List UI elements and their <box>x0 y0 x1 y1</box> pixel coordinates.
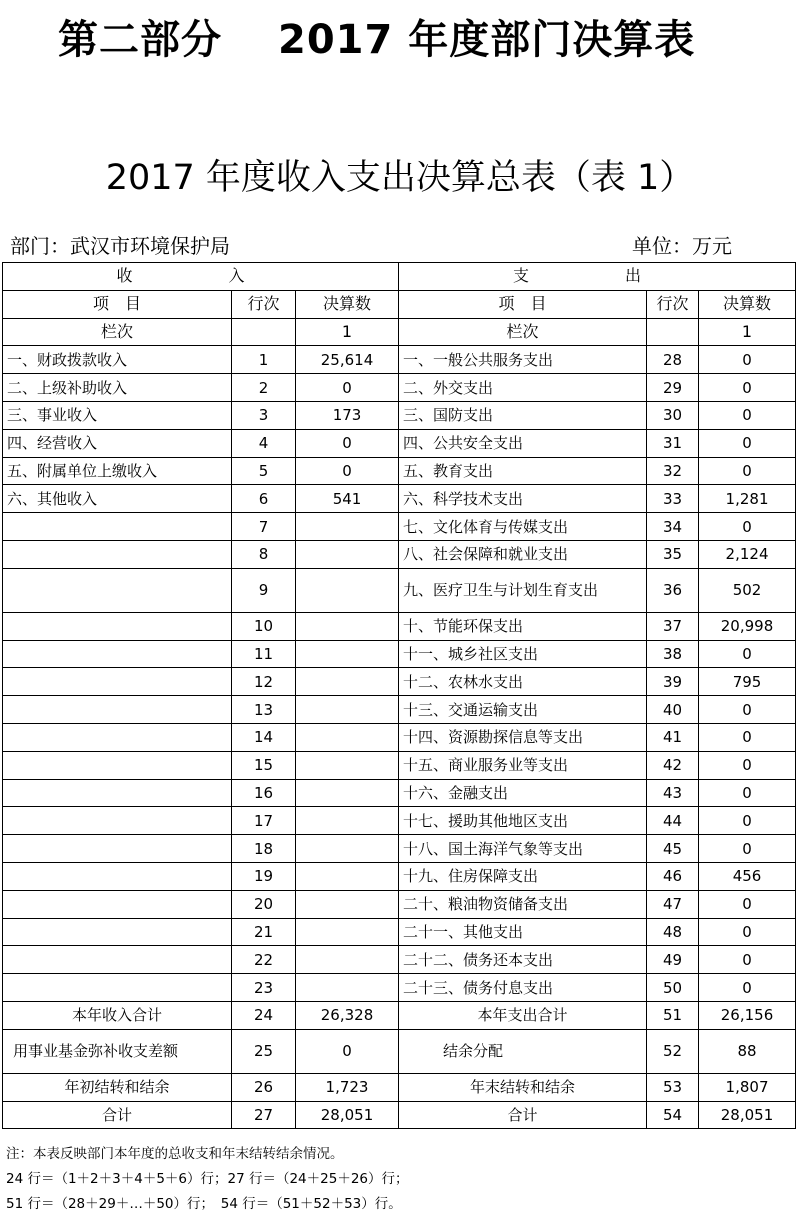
income-total-amount: 26,328 <box>296 1001 399 1029</box>
income-item <box>3 513 232 541</box>
expense-total-label: 本年支出合计 <box>399 1001 647 1029</box>
part-title: 2017 年度部门决算表 <box>278 17 696 63</box>
expense-item: 十五、商业服务业等支出 <box>399 751 647 779</box>
income-item <box>3 640 232 668</box>
note-line: 51 行＝（28＋29＋…＋50）行； 54 行＝（51＋52＋53）行。 <box>6 1196 402 1212</box>
expense-amount: 1,281 <box>699 485 796 513</box>
income-amount <box>296 862 399 890</box>
income-row-number: 11 <box>232 640 296 668</box>
expense-amount: 0 <box>699 429 796 457</box>
income-item <box>3 807 232 835</box>
expense-amount: 0 <box>699 696 796 724</box>
expense-row-number: 39 <box>647 668 699 696</box>
table-row <box>3 779 796 807</box>
expense-amount: 0 <box>699 974 796 1002</box>
expense-item: 三、国防支出 <box>399 401 647 429</box>
expense-total-row-number: 52 <box>647 1029 699 1073</box>
income-row-number: 18 <box>232 835 296 863</box>
table-row <box>3 640 796 668</box>
expense-row-number: 45 <box>647 835 699 863</box>
table-row <box>3 668 796 696</box>
part-label: 第二部分 <box>58 17 222 63</box>
income-item <box>3 779 232 807</box>
expense-item: 十九、住房保障支出 <box>399 862 647 890</box>
expense-total-amount: 28,051 <box>699 1101 796 1129</box>
income-total-amount: 1,723 <box>296 1073 399 1101</box>
table-row <box>3 835 796 863</box>
expense-row-number: 36 <box>647 568 699 612</box>
income-amount <box>296 918 399 946</box>
income-item: 三、事业收入 <box>3 401 232 429</box>
income-item <box>3 974 232 1002</box>
income-total-label: 年初结转和结余 <box>3 1073 232 1101</box>
expense-row-number: 30 <box>647 401 699 429</box>
table-body <box>3 263 796 1129</box>
income-amount <box>296 668 399 696</box>
expense-amount: 0 <box>699 346 796 374</box>
expense-amount: 0 <box>699 751 796 779</box>
expense-row-number: 33 <box>647 485 699 513</box>
section-header-row <box>3 263 796 291</box>
expense-total-label: 结余分配 <box>399 1029 647 1073</box>
income-item: 五、附属单位上缴收入 <box>3 457 232 485</box>
expense-item: 一、一般公共服务支出 <box>399 346 647 374</box>
income-total-label: 用事业基金弥补收支差额 <box>3 1029 232 1073</box>
total-row <box>3 1073 796 1101</box>
table-row <box>3 807 796 835</box>
expense-amount-header: 决算数 <box>699 290 796 318</box>
expense-item: 二十三、债务付息支出 <box>399 974 647 1002</box>
income-amount <box>296 612 399 640</box>
expense-item: 七、文化体育与传媒支出 <box>399 513 647 541</box>
income-amount <box>296 835 399 863</box>
income-item <box>3 696 232 724</box>
table-row <box>3 540 796 568</box>
expense-item: 十、节能环保支出 <box>399 612 647 640</box>
table-row <box>3 751 796 779</box>
income-item <box>3 835 232 863</box>
expense-row-number: 32 <box>647 457 699 485</box>
income-row-number: 15 <box>232 751 296 779</box>
table-row <box>3 723 796 751</box>
expense-item: 二十一、其他支出 <box>399 918 647 946</box>
expense-amount: 502 <box>699 568 796 612</box>
total-row <box>3 1001 796 1029</box>
expense-amount: 0 <box>699 457 796 485</box>
income-row-number: 7 <box>232 513 296 541</box>
income-row-header: 行次 <box>232 290 296 318</box>
expense-item-header: 项 目 <box>399 290 647 318</box>
income-item <box>3 723 232 751</box>
expense-total-row-number: 51 <box>647 1001 699 1029</box>
expense-row-number: 44 <box>647 807 699 835</box>
expense-item: 六、科学技术支出 <box>399 485 647 513</box>
income-amount: 0 <box>296 457 399 485</box>
income-item: 一、财政拨款收入 <box>3 346 232 374</box>
expense-row-number: 34 <box>647 513 699 541</box>
income-item: 四、经营收入 <box>3 429 232 457</box>
income-amount <box>296 640 399 668</box>
unit-label: 单位：万元 <box>632 234 732 258</box>
income-amount: 173 <box>296 401 399 429</box>
expense-row-number: 48 <box>647 918 699 946</box>
expense-item: 四、公共安全支出 <box>399 429 647 457</box>
income-amount <box>296 807 399 835</box>
note-line: 注：本表反映部门本年度的总收支和年末结转结余情况。 <box>6 1146 344 1162</box>
expense-item: 十六、金融支出 <box>399 779 647 807</box>
expense-amount: 0 <box>699 890 796 918</box>
expense-row-number: 38 <box>647 640 699 668</box>
table-row <box>3 974 796 1002</box>
income-amount <box>296 974 399 1002</box>
expense-row-number: 46 <box>647 862 699 890</box>
table-row <box>3 890 796 918</box>
income-total-row-number: 26 <box>232 1073 296 1101</box>
expense-amount: 0 <box>699 513 796 541</box>
expense-row-number: 31 <box>647 429 699 457</box>
table-row <box>3 457 796 485</box>
income-row-number: 5 <box>232 457 296 485</box>
expense-amount: 20,998 <box>699 612 796 640</box>
budget-summary-table <box>2 262 796 1129</box>
income-amount: 541 <box>296 485 399 513</box>
expense-column-label: 栏次 <box>399 318 647 346</box>
expense-item: 十一、城乡社区支出 <box>399 640 647 668</box>
income-total-label: 本年收入合计 <box>3 1001 232 1029</box>
column-index-row <box>3 318 796 346</box>
income-row-number: 6 <box>232 485 296 513</box>
income-item <box>3 751 232 779</box>
expense-item: 二十二、债务还本支出 <box>399 946 647 974</box>
expense-amount: 0 <box>699 723 796 751</box>
income-amount <box>296 890 399 918</box>
expense-amount: 0 <box>699 918 796 946</box>
income-row-number: 23 <box>232 974 296 1002</box>
income-amount <box>296 540 399 568</box>
part-heading <box>58 8 695 65</box>
income-amount <box>296 568 399 612</box>
income-total-amount: 0 <box>296 1029 399 1073</box>
income-total-row-number: 24 <box>232 1001 296 1029</box>
expense-row-number: 43 <box>647 779 699 807</box>
expense-row-number: 28 <box>647 346 699 374</box>
income-item <box>3 540 232 568</box>
expense-row-number: 37 <box>647 612 699 640</box>
notes <box>6 1142 409 1217</box>
income-item <box>3 862 232 890</box>
expense-amount: 0 <box>699 374 796 402</box>
expense-row-header: 行次 <box>647 290 699 318</box>
expense-amount: 0 <box>699 401 796 429</box>
expense-item: 十七、援助其他地区支出 <box>399 807 647 835</box>
income-amount <box>296 723 399 751</box>
expense-row-number: 29 <box>647 374 699 402</box>
table-row <box>3 374 796 402</box>
income-amount: 0 <box>296 374 399 402</box>
income-row-number: 22 <box>232 946 296 974</box>
income-row-number: 12 <box>232 668 296 696</box>
table-row <box>3 568 796 612</box>
income-row-number: 17 <box>232 807 296 835</box>
table-title: 2017 年度收入支出决算总表（表 1） <box>105 158 695 198</box>
expense-row-number: 41 <box>647 723 699 751</box>
expense-total-label: 合计 <box>399 1101 647 1129</box>
expense-row-number: 35 <box>647 540 699 568</box>
income-row-number: 9 <box>232 568 296 612</box>
expense-item: 十八、国土海洋气象等支出 <box>399 835 647 863</box>
expense-amount: 0 <box>699 807 796 835</box>
total-row <box>3 1029 796 1073</box>
expense-row-number: 42 <box>647 751 699 779</box>
table-row <box>3 862 796 890</box>
income-amount <box>296 696 399 724</box>
income-item <box>3 568 232 612</box>
column-header-row <box>3 290 796 318</box>
table-row <box>3 946 796 974</box>
expense-amount: 2,124 <box>699 540 796 568</box>
table-row <box>3 513 796 541</box>
income-item <box>3 890 232 918</box>
income-column-index: 1 <box>296 318 399 346</box>
income-amount-header: 决算数 <box>296 290 399 318</box>
income-item <box>3 612 232 640</box>
expense-total-amount: 88 <box>699 1029 796 1073</box>
expense-row-number: 50 <box>647 974 699 1002</box>
income-row-number: 4 <box>232 429 296 457</box>
income-row-number: 2 <box>232 374 296 402</box>
department-label: 部门：武汉市环境保护局 <box>10 234 230 258</box>
income-total-amount: 28,051 <box>296 1101 399 1129</box>
expense-total-amount: 1,807 <box>699 1073 796 1101</box>
table-row <box>3 346 796 374</box>
income-row-number: 13 <box>232 696 296 724</box>
income-amount <box>296 513 399 541</box>
income-amount <box>296 751 399 779</box>
income-item: 六、其他收入 <box>3 485 232 513</box>
income-item <box>3 918 232 946</box>
income-item: 二、上级补助收入 <box>3 374 232 402</box>
income-amount: 0 <box>296 429 399 457</box>
income-column-label: 栏次 <box>3 318 232 346</box>
table-row <box>3 485 796 513</box>
expense-item: 五、教育支出 <box>399 457 647 485</box>
income-item-header: 项 目 <box>3 290 232 318</box>
table-row <box>3 401 796 429</box>
expense-amount: 0 <box>699 779 796 807</box>
expense-item: 九、医疗卫生与计划生育支出 <box>399 568 647 612</box>
expense-section-header: 支 出 <box>399 263 796 291</box>
expense-item: 十三、交通运输支出 <box>399 696 647 724</box>
table-row <box>3 696 796 724</box>
expense-item: 十二、农林水支出 <box>399 668 647 696</box>
note-line: 24 行＝（1＋2＋3＋4＋5＋6）行；27 行＝（24＋25＋26）行； <box>6 1171 409 1187</box>
expense-amount: 0 <box>699 946 796 974</box>
total-row <box>3 1101 796 1129</box>
expense-row-number: 49 <box>647 946 699 974</box>
income-amount <box>296 779 399 807</box>
expense-item: 八、社会保障和就业支出 <box>399 540 647 568</box>
expense-total-row-number: 54 <box>647 1101 699 1129</box>
expense-item: 二十、粮油物资储备支出 <box>399 890 647 918</box>
expense-amount: 0 <box>699 640 796 668</box>
income-row-number: 21 <box>232 918 296 946</box>
expense-amount: 795 <box>699 668 796 696</box>
income-item <box>3 668 232 696</box>
expense-amount: 456 <box>699 862 796 890</box>
expense-row-number: 40 <box>647 696 699 724</box>
expense-item: 十四、资源勘探信息等支出 <box>399 723 647 751</box>
table-row <box>3 918 796 946</box>
expense-total-amount: 26,156 <box>699 1001 796 1029</box>
income-total-label: 合计 <box>3 1101 232 1129</box>
expense-total-label: 年末结转和结余 <box>399 1073 647 1101</box>
income-row-number: 8 <box>232 540 296 568</box>
expense-item: 二、外交支出 <box>399 374 647 402</box>
income-row-index <box>232 318 296 346</box>
income-row-number: 1 <box>232 346 296 374</box>
expense-amount: 0 <box>699 835 796 863</box>
table-row <box>3 612 796 640</box>
income-row-number: 19 <box>232 862 296 890</box>
income-total-row-number: 25 <box>232 1029 296 1073</box>
income-row-number: 10 <box>232 612 296 640</box>
expense-row-index <box>647 318 699 346</box>
income-item <box>3 946 232 974</box>
table-row <box>3 429 796 457</box>
expense-total-row-number: 53 <box>647 1073 699 1101</box>
income-total-row-number: 27 <box>232 1101 296 1129</box>
income-section-header: 收 入 <box>3 263 399 291</box>
income-row-number: 3 <box>232 401 296 429</box>
income-amount <box>296 946 399 974</box>
income-amount: 25,614 <box>296 346 399 374</box>
income-row-number: 20 <box>232 890 296 918</box>
expense-row-number: 47 <box>647 890 699 918</box>
expense-column-index: 1 <box>699 318 796 346</box>
income-row-number: 16 <box>232 779 296 807</box>
income-row-number: 14 <box>232 723 296 751</box>
